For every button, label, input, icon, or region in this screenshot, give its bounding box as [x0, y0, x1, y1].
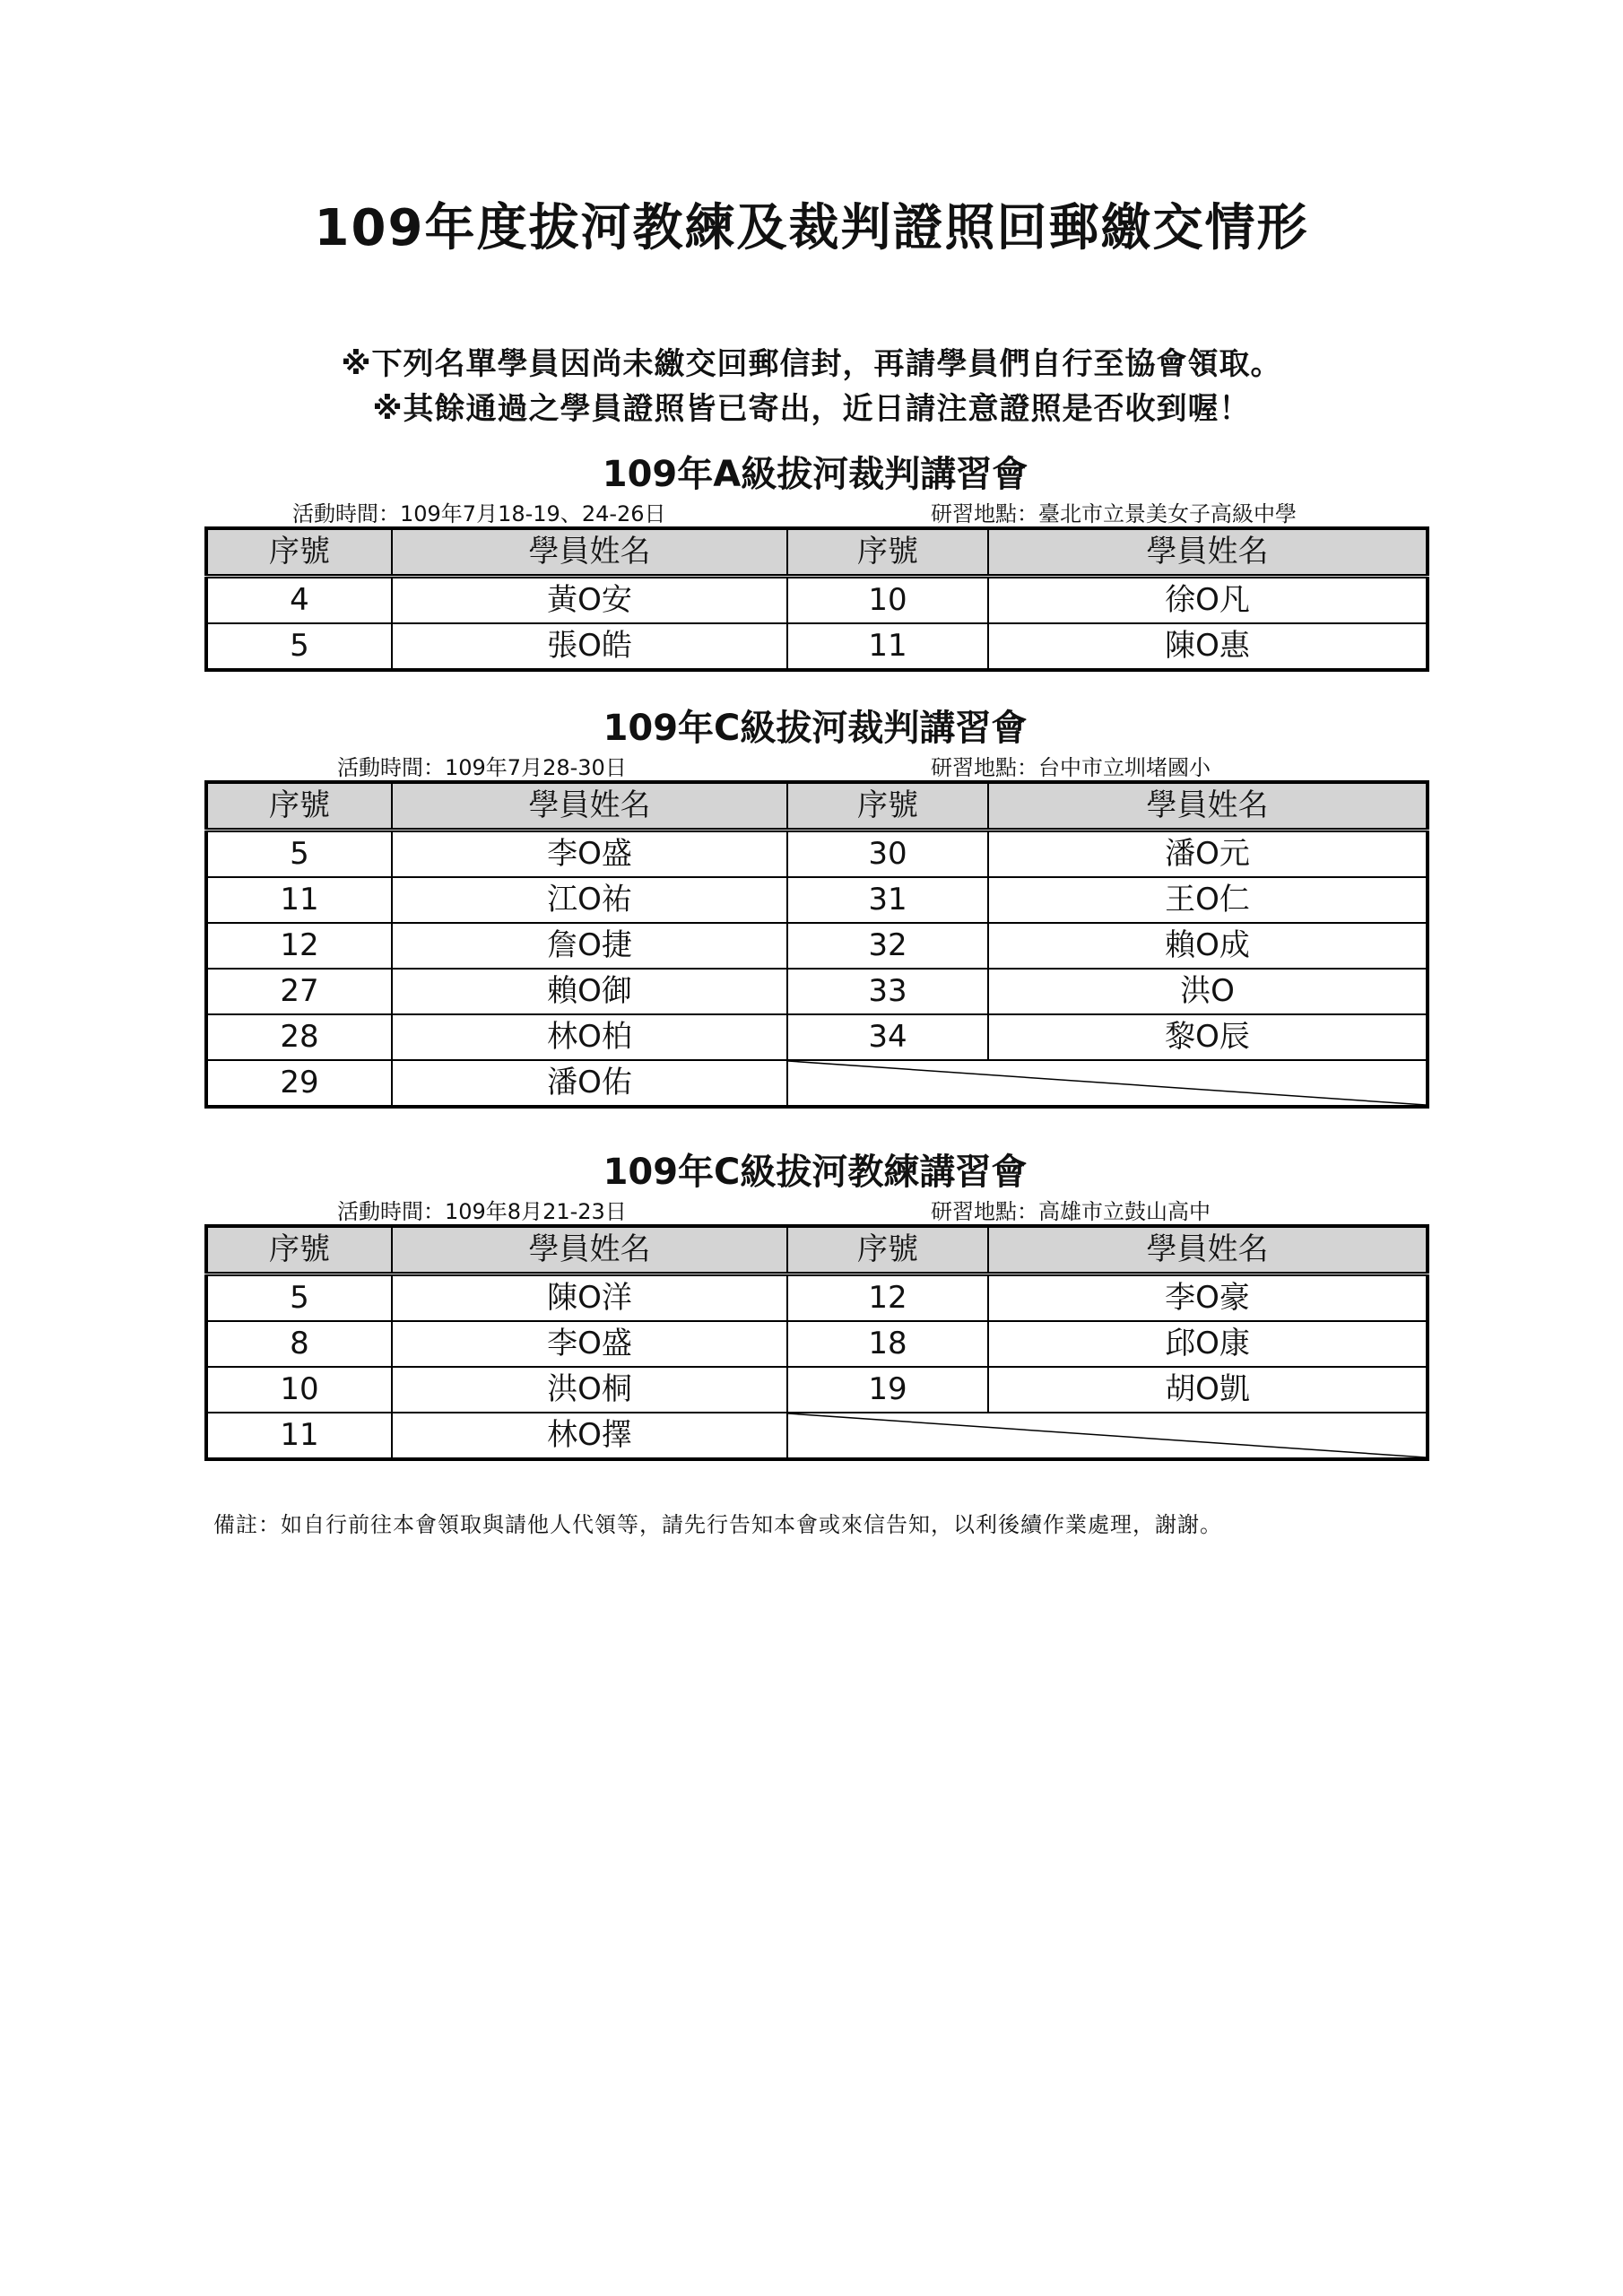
student-table — [204, 1224, 1429, 1461]
diagonal-line-icon — [788, 1413, 1426, 1457]
name-cell: 邱O康 — [988, 1321, 1428, 1367]
seq-cell: 5 — [206, 1274, 392, 1322]
seq-cell: 4 — [206, 577, 392, 624]
table-row — [206, 1060, 1428, 1107]
name-cell: 潘O元 — [988, 831, 1428, 878]
table-row — [206, 623, 1428, 670]
header-name: 學員姓名 — [988, 528, 1428, 577]
section-title: 109年A級拔河裁判講習會 — [602, 454, 1028, 495]
name-cell: 黃O安 — [392, 577, 787, 624]
seq-cell: 27 — [206, 969, 392, 1014]
name-cell: 賴O成 — [988, 923, 1428, 969]
student-table — [204, 526, 1429, 672]
seq-cell: 32 — [787, 923, 988, 969]
table-row — [206, 1321, 1428, 1367]
header-name: 學員姓名 — [392, 528, 787, 577]
document-title: 109年度拔河教練及裁判證照回郵繳交情形 — [314, 199, 1309, 257]
name-cell: 賴O御 — [392, 969, 787, 1014]
table-row — [206, 923, 1428, 969]
seq-cell: 30 — [787, 831, 988, 878]
section-title: 109年C級拔河教練講習會 — [603, 1152, 1028, 1193]
name-cell: 陳O洋 — [392, 1274, 787, 1322]
venue: 研習地點：臺北市立景美女子高級中學 — [931, 501, 1297, 526]
name-cell: 徐O凡 — [988, 577, 1428, 624]
table-row — [206, 877, 1428, 923]
remark-note: 備註：如自行前往本會領取與請他人代領等，請先行告知本會或來信告知，以利後續作業處理，謝謝。 — [213, 1512, 1222, 1537]
name-cell: 張O皓 — [392, 623, 787, 670]
name-cell: 李O盛 — [392, 1321, 787, 1367]
section-title: 109年C級拔河裁判講習會 — [603, 708, 1028, 749]
seq-cell: 19 — [787, 1367, 988, 1413]
name-cell: 陳O惠 — [988, 623, 1428, 670]
name-cell: 詹O捷 — [392, 923, 787, 969]
name-cell: 洪O桐 — [392, 1367, 787, 1413]
empty-cell-strikeout — [787, 1413, 1428, 1459]
name-cell: 王O仁 — [988, 877, 1428, 923]
table-header-row — [206, 1226, 1428, 1274]
section-meta — [204, 496, 1426, 526]
header-name: 學員姓名 — [988, 782, 1428, 831]
empty-cell-strikeout — [787, 1060, 1428, 1107]
table-header-row — [206, 528, 1428, 577]
header-seq: 序號 — [206, 1226, 392, 1274]
header-seq: 序號 — [787, 1226, 988, 1274]
section-c-referee — [204, 707, 1426, 1109]
name-cell: 林O柏 — [392, 1014, 787, 1060]
venue: 研習地點：台中市立圳堵國小 — [931, 755, 1211, 780]
section-c-coach — [204, 1151, 1426, 1461]
name-cell: 胡O凱 — [988, 1367, 1428, 1413]
seq-cell: 10 — [787, 577, 988, 624]
header-seq: 序號 — [787, 782, 988, 831]
notice-line-2: ※其餘通過之學員證照皆已寄出，近日請注意證照是否收到喔！ — [372, 391, 1251, 427]
seq-cell: 12 — [206, 923, 392, 969]
seq-cell: 31 — [787, 877, 988, 923]
name-cell: 李O豪 — [988, 1274, 1428, 1322]
seq-cell: 12 — [787, 1274, 988, 1322]
section-a-referee — [204, 453, 1426, 672]
seq-cell: 5 — [206, 623, 392, 670]
header-seq: 序號 — [206, 782, 392, 831]
section-meta — [204, 1194, 1426, 1224]
seq-cell: 11 — [787, 623, 988, 670]
seq-cell: 33 — [787, 969, 988, 1014]
table-row — [206, 831, 1428, 878]
venue: 研習地點：高雄市立鼓山高中 — [931, 1199, 1211, 1224]
seq-cell: 34 — [787, 1014, 988, 1060]
seq-cell: 10 — [206, 1367, 392, 1413]
table-row — [206, 1367, 1428, 1413]
name-cell: 潘O佑 — [392, 1060, 787, 1107]
section-meta — [204, 750, 1426, 780]
table-row — [206, 1014, 1428, 1060]
seq-cell: 8 — [206, 1321, 392, 1367]
name-cell: 江O祐 — [392, 877, 787, 923]
header-seq: 序號 — [787, 528, 988, 577]
seq-cell: 29 — [206, 1060, 392, 1107]
table-row — [206, 577, 1428, 624]
notice-line-1: ※下列名單學員因尚未繳交回郵信封，再請學員們自行至協會領取。 — [341, 346, 1282, 382]
table-row — [206, 969, 1428, 1014]
table-row — [206, 1413, 1428, 1459]
seq-cell: 28 — [206, 1014, 392, 1060]
activity-time: 活動時間：109年7月28-30日 — [337, 755, 627, 780]
seq-cell: 5 — [206, 831, 392, 878]
seq-cell: 18 — [787, 1321, 988, 1367]
activity-time: 活動時間：109年8月21-23日 — [337, 1199, 627, 1224]
table-header-row — [206, 782, 1428, 831]
name-cell: 林O擇 — [392, 1413, 787, 1459]
activity-time: 活動時間：109年7月18-19、24-26日 — [292, 501, 666, 526]
diagonal-line-icon — [788, 1061, 1426, 1105]
table-row — [206, 1274, 1428, 1322]
student-table — [204, 780, 1429, 1109]
seq-cell: 11 — [206, 877, 392, 923]
seq-cell: 11 — [206, 1413, 392, 1459]
name-cell: 李O盛 — [392, 831, 787, 878]
header-seq: 序號 — [206, 528, 392, 577]
header-name: 學員姓名 — [392, 782, 787, 831]
header-name: 學員姓名 — [988, 1226, 1428, 1274]
name-cell: 黎O辰 — [988, 1014, 1428, 1060]
header-name: 學員姓名 — [392, 1226, 787, 1274]
name-cell: 洪O — [988, 969, 1428, 1014]
